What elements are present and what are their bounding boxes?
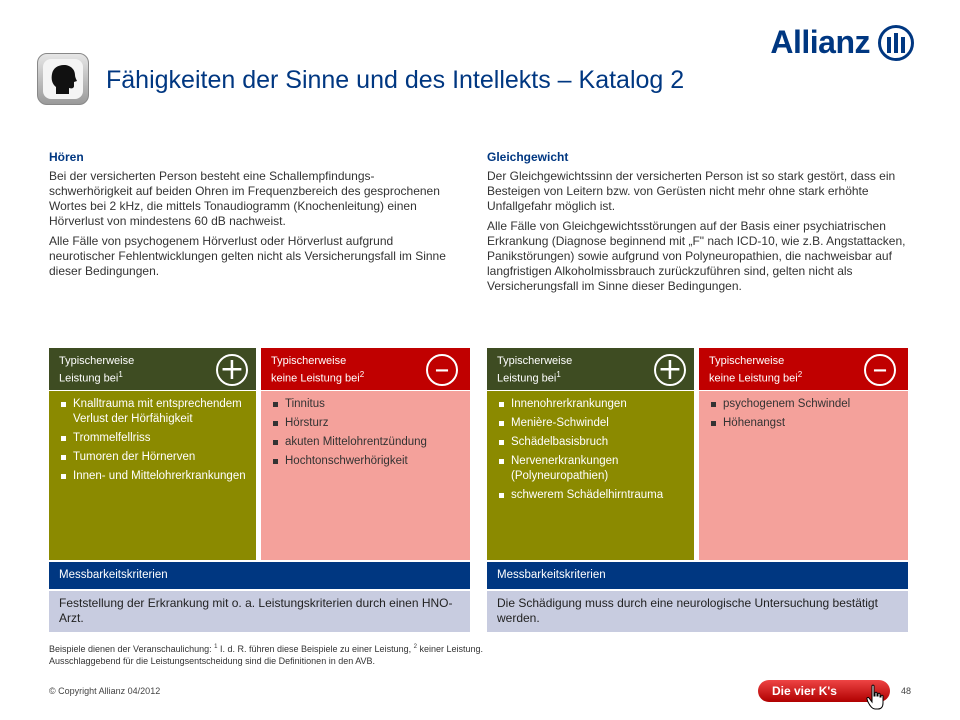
no-benefit-header bbox=[699, 348, 908, 390]
benefit-list bbox=[487, 391, 694, 560]
benefit-header-line2: Leistung bei$^1$ bbox=[497, 370, 561, 385]
measurability-text: Die Schädigung muss durch eine neurologische Untersuchung bestätigt werden. bbox=[487, 591, 908, 632]
hearing-description bbox=[49, 150, 449, 284]
measurability-header: Messbarkeitskriterien bbox=[49, 562, 470, 589]
minus-icon: – bbox=[426, 354, 458, 386]
hand-cursor-icon bbox=[866, 684, 886, 710]
balance-paragraph-2: Alle Fälle von Gleichgewichtsstörungen auf der Basis einer psychiatrischen Erkrankung (Diagnose beginnend mit „F" nach ICD-10, wie z.B. Angstattacken, Panikstörungen) sowie aufgrund von Polyneuropathien, die nachweisbar auf langfristigen Alkoholmissbrauch zurückzuführen sind, gelten nicht als Versicherungsfall im Sinne dieser Bedingungen. bbox=[487, 219, 906, 293]
no-benefit-header-line1: Typischerweise bbox=[271, 355, 347, 367]
no-benefit-header-line1: Typischerweise bbox=[709, 355, 785, 367]
footnote-line1: Beispiele dienen der Veranschaulichung: $^1$ I. d. R. führen diese Beispiele zu einer Leistung, $^2$ keiner Leistung. bbox=[49, 644, 483, 654]
allianz-logo bbox=[770, 24, 914, 61]
no-benefit-header bbox=[261, 348, 470, 390]
minus-icon: – bbox=[864, 354, 896, 386]
plus-icon: + bbox=[654, 354, 686, 386]
head-silhouette-icon bbox=[37, 53, 89, 105]
hearing-criteria-grid bbox=[49, 348, 470, 632]
benefit-header bbox=[487, 348, 694, 390]
allianz-eagle-icon bbox=[878, 25, 914, 61]
list-item: akuten Mittelohrentzündung bbox=[271, 435, 462, 450]
list-item: Innen- und Mittelohrerkrankungen bbox=[59, 469, 248, 484]
list-item: Hochtonschwerhörigkeit bbox=[271, 454, 462, 469]
list-item: Höhenangst bbox=[709, 416, 900, 431]
measurability-text: Feststellung der Erkrankung mit o. a. Leistungskriterien durch einen HNO-Arzt. bbox=[49, 591, 470, 632]
list-item: schwerem Schädelhirntrauma bbox=[497, 488, 686, 503]
benefit-header-line1: Typischerweise bbox=[59, 355, 135, 367]
copyright: © Copyright Allianz 04/2012 bbox=[49, 686, 161, 696]
balance-criteria-grid bbox=[487, 348, 908, 632]
list-item: Innenohrerkrankungen bbox=[497, 397, 686, 412]
list-item: Menière-Schwindel bbox=[497, 416, 686, 431]
balance-description bbox=[487, 150, 912, 299]
page-number: 48 bbox=[900, 686, 911, 696]
no-benefit-header-line2: keine Leistung bei$^2$ bbox=[271, 370, 365, 385]
measurability-header: Messbarkeitskriterien bbox=[487, 562, 908, 589]
list-item: Knalltrauma mit entsprechendem Verlust der Hörfähigkeit bbox=[59, 397, 248, 427]
list-item: Tinnitus bbox=[271, 397, 462, 412]
balance-heading: Gleichgewicht bbox=[487, 150, 569, 164]
no-benefit-list bbox=[699, 391, 908, 560]
balance-paragraph-1: Der Gleichgewichtssinn der versicherten Person ist so stark gestört, dass ein Besteigen von Leitern bzw. von Gerüsten nicht mehr ohne stark erhöhte Unfallgefahr möglich ist. bbox=[487, 169, 896, 213]
list-item: Trommelfellriss bbox=[59, 431, 248, 446]
page-title: Fähigkeiten der Sinne und des Intellekts – Katalog 2 bbox=[106, 66, 685, 94]
list-item: psychogenem Schwindel bbox=[709, 397, 900, 412]
benefit-header-line1: Typischerweise bbox=[497, 355, 573, 367]
list-item: Hörsturz bbox=[271, 416, 462, 431]
hearing-heading: Hören bbox=[49, 150, 84, 164]
no-benefit-header-line2: keine Leistung bei$^2$ bbox=[709, 370, 803, 385]
benefit-list bbox=[49, 391, 256, 560]
logo-text: Allianz bbox=[770, 24, 870, 60]
footnote-line2: Ausschlaggebend für die Leistungsentscheidung sind die Definitionen in den AVB. bbox=[49, 656, 376, 666]
footnote bbox=[49, 641, 483, 667]
list-item: Nervenerkrankungen (Polyneuropathien) bbox=[497, 454, 686, 484]
benefit-header-line2: Leistung bei$^1$ bbox=[59, 370, 123, 385]
benefit-header bbox=[49, 348, 256, 390]
hearing-paragraph-1: Bei der versicherten Person besteht eine Schallempfindungs-schwerhörigkeit auf beiden Ohren im Frequenzbereich des gesprochenen Wortes bei 2 kHz, die mittels Tonaudiogramm (Knochenleitung) einen Hörverlust von mindestens 60 dB nachweist. bbox=[49, 169, 440, 228]
no-benefit-list bbox=[261, 391, 470, 560]
plus-icon: + bbox=[216, 354, 248, 386]
list-item: Tumoren der Hörnerven bbox=[59, 450, 248, 465]
hearing-paragraph-2: Alle Fälle von psychogenem Hörverlust oder Hörverlust aufgrund neurotischer Fehlentwicklungen gelten nicht als Versicherungsfall im Sinne dieser Bedingungen. bbox=[49, 234, 446, 278]
die-vier-ks-label: Die vier K's bbox=[772, 684, 837, 698]
list-item: Schädelbasisbruch bbox=[497, 435, 686, 450]
